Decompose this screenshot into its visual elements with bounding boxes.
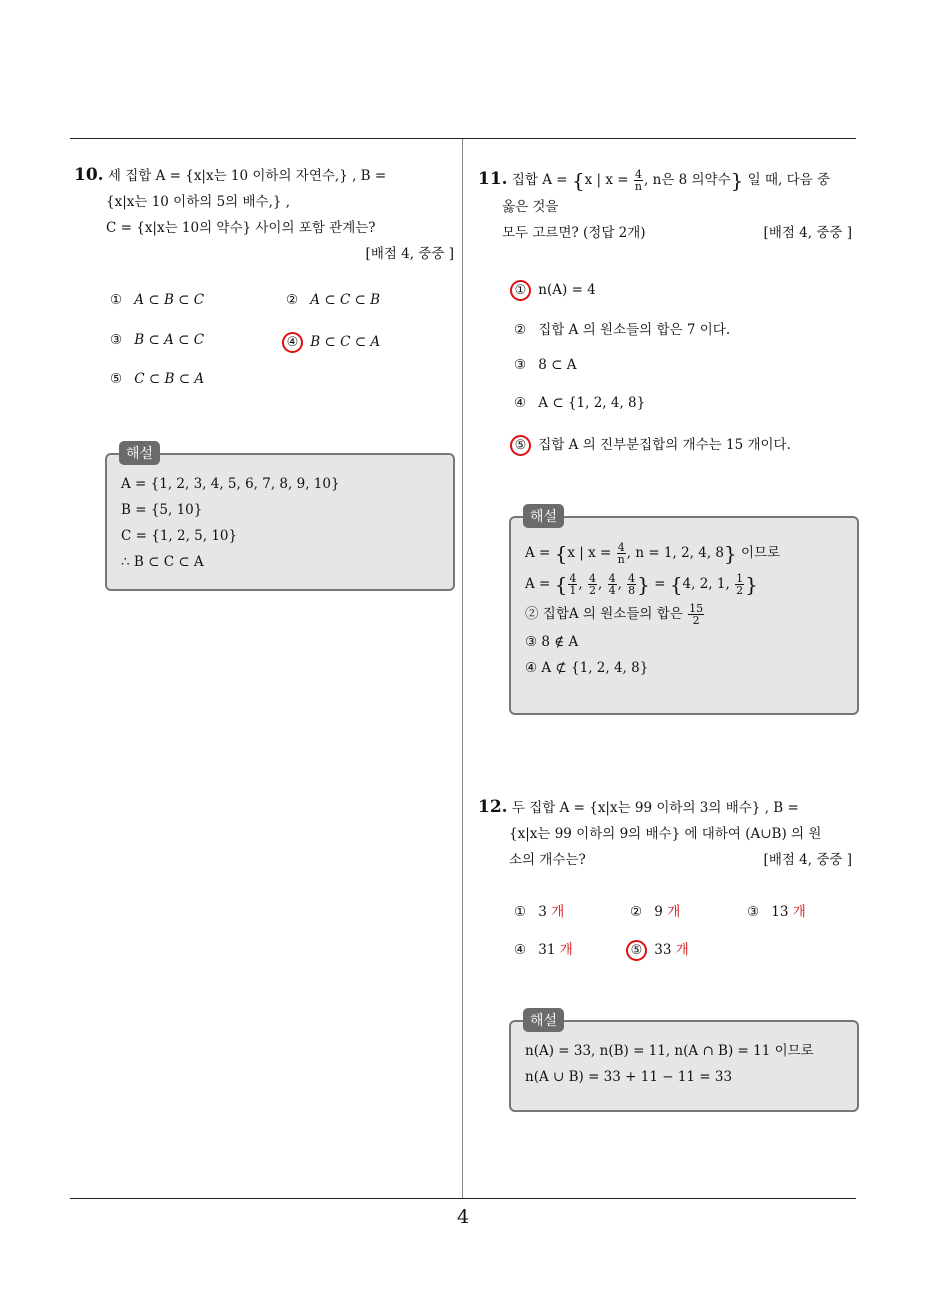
choice-text: 집합 A 의 원소들의 합은 7 이다. [538, 322, 731, 338]
choice-mark: ④ [514, 395, 527, 411]
q10-stem-line3: C = {x|x는 10의 약수} 사이의 포함 관계는? [106, 220, 376, 236]
choice-text: A ⊂ {1, 2, 4, 8} [538, 395, 646, 411]
q11-stem-line2: 옳은 것을 [502, 198, 559, 215]
solution-line: C = {1, 2, 5, 10} [121, 528, 238, 544]
text: , n = 1, 2, 4, 8 [626, 545, 725, 561]
solution-line: n(A) = 33, n(B) = 11, n(A ∩ B) = 11 이므로 [525, 1043, 814, 1059]
fraction-denominator: 2 [692, 614, 700, 627]
fraction-denominator: n [634, 180, 642, 193]
choice-unit: 개 [667, 904, 681, 920]
q12-choice-4[interactable] [514, 938, 573, 958]
choice-mark: ② [514, 322, 527, 338]
q10-stem-line2: {x|x는 10 이하의 5의 배수,} , [106, 194, 291, 210]
bottom-rule [70, 1198, 856, 1199]
fraction-denominator: 2 [588, 583, 596, 597]
text: = [649, 575, 670, 592]
choice-unit: 개 [675, 942, 689, 958]
q11-choice-3[interactable] [514, 357, 577, 373]
choice-text: B ⊂ A ⊂ C [134, 332, 205, 348]
q12-stem-line3 [478, 847, 858, 873]
choice-text: A ⊂ B ⊂ C [134, 292, 205, 308]
q11-choice-2[interactable] [514, 318, 730, 338]
q11-stem-line3 [478, 220, 858, 246]
q11-score: [배점 4, 중중 ] [763, 224, 852, 241]
q11-choice-5-selected[interactable] [514, 433, 791, 456]
choice-unit: 개 [559, 942, 573, 958]
q12-number: 12. [478, 797, 508, 817]
choice-number: 3 [538, 904, 547, 920]
choice-number: 9 [654, 904, 663, 920]
right-brace: } [745, 572, 758, 596]
fraction-numerator: 4 [588, 571, 596, 585]
q12-solution-body [525, 1038, 814, 1090]
question-11 [478, 166, 858, 246]
text: ② 집합A 의 원소들의 합은 [525, 606, 688, 622]
choice-number: 13 [771, 904, 789, 920]
answer-circle: ④ [282, 332, 303, 353]
q12-stem-line1 [478, 794, 858, 821]
q11-stem-suffix: 일 때, 다음 중 [743, 172, 831, 188]
choice-mark: ③ [110, 332, 123, 348]
q12-score: [배점 4, 중중 ] [763, 852, 852, 868]
text: A = [525, 545, 555, 561]
fraction-numerator: 4 [617, 541, 625, 554]
text: 이므로 [736, 545, 781, 561]
column-divider [462, 139, 463, 1199]
q10-solution-body [121, 471, 340, 575]
choice-mark: ② [630, 904, 643, 920]
q12-solution-box [509, 1013, 859, 1112]
choice-mark: ③ [747, 904, 760, 920]
left-brace: { [571, 168, 585, 193]
q11-choice-1-selected[interactable] [514, 280, 596, 301]
choice-text: n(A) = 4 [538, 282, 596, 298]
q11-choice-4[interactable] [514, 395, 645, 411]
fraction [568, 573, 577, 596]
fraction [617, 542, 626, 565]
right-brace: } [730, 168, 744, 193]
fraction-numerator: 4 [634, 168, 642, 181]
right-brace: } [637, 572, 650, 596]
fraction-denominator: 2 [736, 583, 744, 597]
solution-line: n(A ∪ B) = 33 + 11 − 11 = 33 [525, 1069, 733, 1085]
q12-choice-2[interactable] [630, 900, 680, 920]
choice-text: B ⊂ C ⊂ A [310, 334, 381, 350]
choice-text: C ⊂ B ⊂ A [134, 371, 205, 387]
fraction-numerator: 4 [569, 571, 577, 585]
choice-text: 집합 A 의 진부분집합의 개수는 15 개이다. [538, 437, 791, 453]
fraction-numerator: 15 [689, 602, 704, 615]
text: A = [525, 575, 555, 592]
left-brace: { [669, 572, 683, 596]
fraction [627, 573, 636, 596]
q11-stem-prefix: 집합 A = [511, 172, 572, 188]
solution-line: A = {1, 2, 3, 4, 5, 6, 7, 8, 9, 10} [121, 476, 340, 492]
q10-solution-box [105, 446, 455, 591]
q12-stem-text1: 두 집합 A = {x|x는 99 이하의 3의 배수} , B = [511, 800, 799, 816]
choice-mark: ③ [514, 357, 527, 373]
choice-number: 31 [538, 942, 556, 958]
q12-stem-line2: {x|x는 99 이하의 9의 배수} 에 대하여 (A∪B) 의 원 [509, 826, 822, 842]
choice-mark: ⑤ [110, 371, 123, 387]
solution-line: ∴ B ⊂ C ⊂ A [121, 554, 204, 570]
q10-choice-4-selected[interactable] [286, 332, 380, 353]
q10-stem-text1: 세 집합 A = {x|x는 10 이하의 자연수,} , B = [107, 168, 387, 184]
q12-choice-1[interactable] [514, 900, 564, 920]
fraction-numerator: 1 [736, 571, 744, 585]
q10-choice-2[interactable] [286, 292, 380, 308]
left-brace: { [554, 572, 568, 596]
fraction-denominator: 1 [569, 583, 577, 597]
top-rule [70, 138, 856, 139]
q11-stem-line1 [478, 166, 858, 194]
fraction-numerator: 4 [628, 571, 636, 585]
fraction [688, 603, 704, 626]
solution-line-1 [525, 538, 780, 569]
answer-circle: ⑤ [510, 435, 531, 456]
solution-label: 해설 [119, 441, 160, 465]
choice-unit: 개 [792, 904, 806, 920]
solution-label: 해설 [523, 1008, 564, 1032]
choice-mark: ① [110, 292, 123, 308]
q10-choice-3[interactable] [110, 332, 204, 348]
text: 4, 2, 1, [682, 575, 735, 592]
q11-fraction [634, 169, 643, 192]
q11-solution-body [525, 538, 780, 681]
choice-mark: ① [514, 904, 527, 920]
solution-line-2: A = { $\frac{4}{1}$ , $\frac{4}{2}$ , $\frac{4}{4}$ , $\frac{4}{8}$ } = {4, 2, 1, $\frac{1}{2}$ } [525, 571, 758, 597]
solution-line-4: ③ 8 ∉ A [525, 634, 579, 650]
choice-mark: ④ [514, 942, 527, 958]
page-number: 4 [456, 1206, 470, 1228]
q10-score: [배점 4, 중중 ] [365, 246, 454, 262]
question-12 [478, 794, 858, 873]
solution-line-3 [525, 599, 780, 629]
answer-circle: ① [510, 280, 531, 301]
solution-line: B = {5, 10} [121, 502, 203, 518]
q11-number: 11. [478, 169, 508, 189]
fraction [735, 573, 744, 596]
fraction-numerator: 4 [608, 571, 616, 585]
choice-mark: ② [286, 292, 299, 308]
solution-label: 해설 [523, 504, 564, 528]
fraction [608, 573, 617, 596]
q12-choice-5-selected[interactable] [630, 938, 689, 961]
choice-unit: 개 [551, 904, 565, 920]
choice-number: 33 [654, 942, 672, 958]
q10-stem-line1 [74, 162, 454, 189]
q10-number: 10. [74, 165, 104, 185]
fraction [588, 573, 597, 596]
fraction-denominator: 4 [608, 583, 616, 597]
q12-choice-3[interactable] [747, 900, 806, 920]
fraction-denominator: n [617, 553, 625, 566]
solution-line-5: ④ A ⊄ {1, 2, 4, 8} [525, 660, 649, 676]
q10-choice-1[interactable] [110, 292, 204, 308]
q12-stem-text3: 소의 개수는? [509, 852, 586, 868]
fraction-denominator: 8 [628, 583, 636, 597]
q10-choice-5[interactable] [110, 371, 204, 387]
q11-set-pre: x | x = [584, 172, 633, 188]
right-brace: } [724, 541, 737, 566]
q11-set-post: , n은 8 의약수 [644, 172, 731, 188]
q11-stem-text3: 모두 고르면? (정답 2개) [502, 224, 646, 241]
choice-text: A ⊂ C ⊂ B [310, 292, 381, 308]
choice-text: 8 ⊂ A [538, 357, 577, 373]
q11-solution-box [509, 509, 859, 715]
text: x | x = [567, 545, 616, 561]
left-brace: { [554, 541, 568, 566]
question-10 [74, 162, 454, 267]
answer-circle: ⑤ [626, 940, 647, 961]
